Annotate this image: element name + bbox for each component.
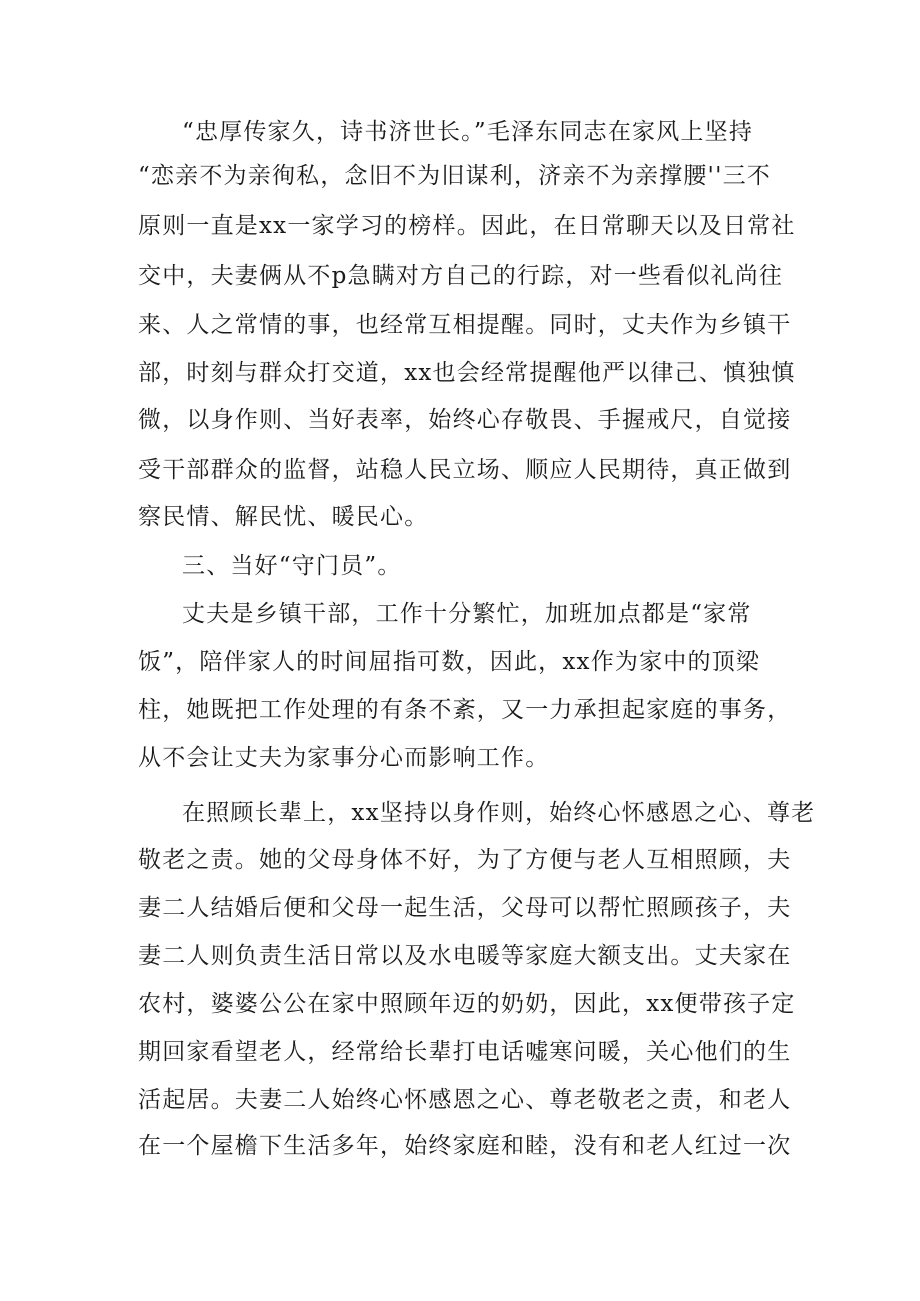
text-line: 妻二人结婚后便和父母一起生活，父母可以帮忙照顾孩子，夫 xyxy=(138,895,792,921)
text-line: 察民情、解民忧、暖民心。 xyxy=(138,504,429,530)
text-line: “恋亲不为亲徇私，念旧不为旧谋利，济亲不为亲撑腰''三不 xyxy=(138,163,772,189)
text-line: 在一个屋檐下生活多年，始终家庭和睦，没有和老人红过一次 xyxy=(138,1133,792,1159)
text-line: 妻二人则负责生活日常以及水电暖等家庭大额支出。丈夫家在 xyxy=(138,943,792,969)
text-line: 农村，婆婆公公在家中照顾年迈的奶奶，因此，xx便带孩子定 xyxy=(138,991,796,1017)
text-line: 从不会让丈夫为家事分心而影响工作。 xyxy=(138,745,550,771)
text-line: 敬老之责。她的父母身体不好，为了方便与老人互相照顾，夫 xyxy=(138,847,792,873)
text-line: 期回家看望老人，经常给长辈打电话嘘寒问暖，关心他们的生 xyxy=(138,1039,792,1065)
text-line: 饭”，陪伴家人的时间屈指可数，因此，xx作为家中的顶梁 xyxy=(138,649,761,675)
text-line: 活起居。夫妻二人始终心怀感恩之心、尊老敬老之责，和老人 xyxy=(138,1087,792,1113)
text-line: 在照顾长辈上，xx坚持以身作则，始终心怀感恩之心、尊老 xyxy=(182,800,816,826)
text-line: 柱，她既把工作处理的有条不紊，又一力承担起家庭的事务， xyxy=(138,697,792,723)
text-line: 部，时刻与群众打交道，xx也会经常提醒他严以律己、慎独慎 xyxy=(138,360,796,386)
text-line: 来、人之常情的事，也经常互相提醒。同时，丈夫作为乡镇干 xyxy=(138,312,792,338)
text-line: 受干部群众的监督，站稳人民立场、顺应人民期待，真正做到 xyxy=(138,457,792,483)
text-line: 丈夫是乡镇干部，工作十分繁忙，加班加点都是“家常 xyxy=(182,601,752,627)
section-heading: 三、当好“守门员”。 xyxy=(182,553,402,579)
text-line: “忠厚传家久，诗书济世长。”毛泽东同志在家风上坚持 xyxy=(182,119,754,145)
text-line: 微，以身作则、当好表率，始终心存敬畏、手握戒尺，自觉接 xyxy=(138,407,792,433)
text-line: 原则一直是xx一家学习的榜样。因此，在日常聊天以及日常社 xyxy=(138,213,796,239)
text-line: 交中，夫妻俩从不p急瞒对方自己的行踪，对一些看似礼尚往 xyxy=(138,263,784,289)
